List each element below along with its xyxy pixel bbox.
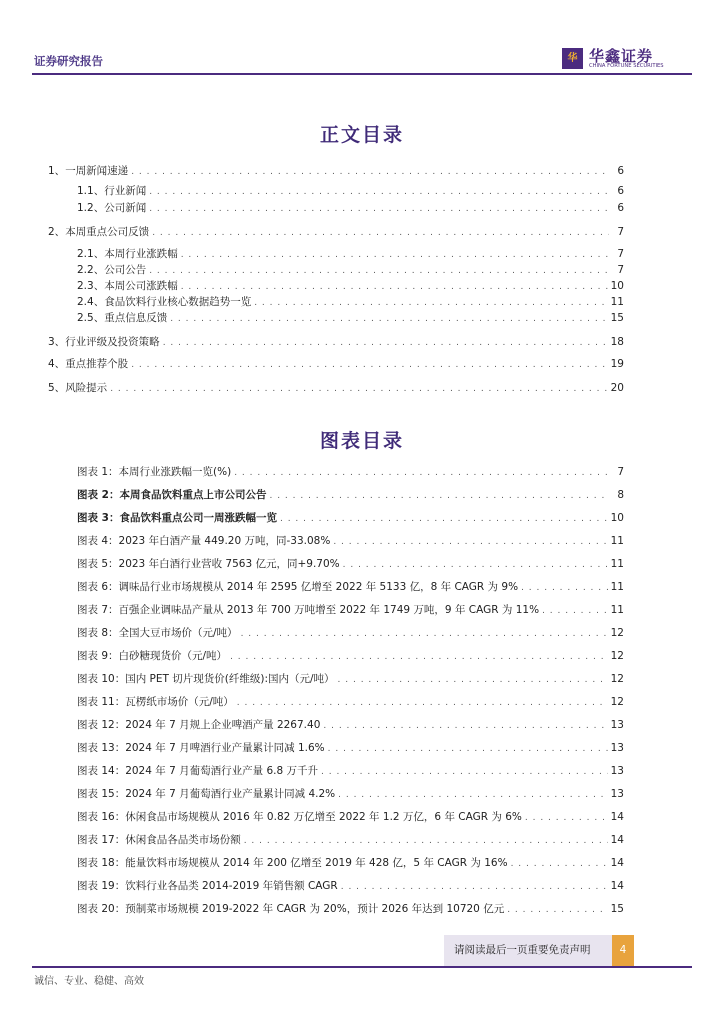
figure-item-page: 14 xyxy=(610,811,624,823)
footer-motto: 诚信、专业、稳健、高效 xyxy=(34,976,144,987)
toc-item-page: 6 xyxy=(617,185,624,197)
figure-item-text: 图表 13：2024 年 7 月啤酒行业产量累计同减 1.6% xyxy=(77,742,325,754)
dot-leader xyxy=(269,491,609,501)
figure-item[interactable] xyxy=(77,533,624,548)
figure-item-text: 图表 6：调味品行业市场规模从 2014 年 2595 亿增至 2022 年 5133 亿，8 年 CAGR 为 9% xyxy=(77,581,519,593)
footer-divider xyxy=(32,966,692,968)
toc-item-number: 2.3、 xyxy=(77,280,105,292)
dot-leader xyxy=(237,698,608,708)
dot-leader xyxy=(163,338,608,348)
dot-leader xyxy=(321,767,608,777)
report-type-label: 证券研究报告 xyxy=(34,54,103,68)
toc-item-text: 重点信息反馈 xyxy=(104,312,168,324)
dot-leader xyxy=(131,360,607,370)
figure-item-page: 7 xyxy=(617,466,624,478)
page-number: 4 xyxy=(612,935,634,966)
dot-leader xyxy=(110,384,607,394)
logo-mark-icon: 华 xyxy=(562,48,583,69)
toc-item-text: 本周行业涨跌幅 xyxy=(104,248,178,260)
figure-item-page: 12 xyxy=(610,627,624,639)
figure-item-page: 13 xyxy=(610,765,624,777)
toc-item-number: 5、 xyxy=(48,382,66,394)
figure-item[interactable] xyxy=(77,855,624,870)
toc-item-page: 6 xyxy=(617,202,624,214)
figure-item-page: 14 xyxy=(610,857,624,869)
toc-item-text: 重点推荐个股 xyxy=(65,358,129,370)
dot-leader xyxy=(149,266,609,276)
toc-item-number: 4、 xyxy=(48,358,66,370)
figure-item[interactable] xyxy=(77,809,624,824)
toc-item-text: 本周公司涨跌幅 xyxy=(104,280,178,292)
dot-leader xyxy=(181,250,609,260)
figure-item-text: 图表 8：全国大豆市场价（元/吨） xyxy=(77,627,238,639)
toc-item[interactable] xyxy=(48,356,624,371)
dot-leader xyxy=(254,298,607,308)
figure-item-text: 图表 18：能量饮料市场规模从 2014 年 200 亿增至 2019 年 428 亿，5 年 CAGR 为 16% xyxy=(77,857,508,869)
figure-item-text: 图表 7：百强企业调味品产量从 2013 年 700 万吨增至 2022 年 1749 万吨，9 年 CAGR 为 11% xyxy=(77,604,540,616)
dot-leader xyxy=(328,744,608,754)
figure-item-page: 8 xyxy=(617,489,624,501)
figure-item-page: 15 xyxy=(610,903,624,915)
figure-item-page: 12 xyxy=(610,650,624,662)
figure-item-text: 图表 3：食品饮料重点公司一周涨跌幅一览 xyxy=(77,512,277,524)
toc-item-text: 本周重点公司反馈 xyxy=(65,226,150,238)
toc-item-page: 18 xyxy=(610,336,624,348)
figure-item[interactable] xyxy=(77,648,624,663)
toc-item[interactable] xyxy=(77,294,624,309)
figure-item-page: 11 xyxy=(610,535,624,547)
dot-leader xyxy=(343,560,608,570)
figures-title: 图表目录 xyxy=(319,430,404,452)
figure-item[interactable] xyxy=(77,717,624,732)
dot-leader xyxy=(511,859,608,869)
figure-item-page: 13 xyxy=(610,788,624,800)
figure-item[interactable] xyxy=(77,878,624,893)
toc-item-number: 1、 xyxy=(48,165,66,177)
toc-item[interactable] xyxy=(77,183,624,198)
toc-item-number: 3、 xyxy=(48,336,66,348)
dot-leader xyxy=(507,905,607,915)
figure-item[interactable] xyxy=(77,464,624,479)
toc-item-number: 2.1、 xyxy=(77,248,105,260)
dot-leader xyxy=(131,167,609,177)
dot-leader xyxy=(149,204,609,214)
toc-item-text: 一周新闻速递 xyxy=(65,165,129,177)
figure-item[interactable] xyxy=(77,901,624,916)
dot-leader xyxy=(230,652,608,662)
toc-item-number: 1.2、 xyxy=(77,202,105,214)
toc-item[interactable] xyxy=(48,380,624,395)
toc-item-page: 7 xyxy=(617,248,624,260)
figure-item-text: 图表 17：休闲食品各品类市场份额 xyxy=(77,834,241,846)
dot-leader xyxy=(338,790,607,800)
figure-item-page: 11 xyxy=(610,558,624,570)
header-divider xyxy=(32,73,692,75)
figure-item[interactable] xyxy=(77,832,624,847)
figure-item-text: 图表 5：2023 年白酒行业营收 7563 亿元，同+9.70% xyxy=(77,558,340,570)
figure-item[interactable] xyxy=(77,671,624,686)
dot-leader xyxy=(323,721,607,731)
toc-item-text: 公司新闻 xyxy=(104,202,147,214)
figure-item-text: 图表 1：本周行业涨跌幅一览(%) xyxy=(77,466,232,478)
figure-item[interactable] xyxy=(77,579,624,594)
figure-item-text: 图表 11：瓦楞纸市场价（元/吨） xyxy=(77,696,234,708)
figure-item[interactable] xyxy=(77,625,624,640)
figure-item-page: 13 xyxy=(610,742,624,754)
figure-item-page: 11 xyxy=(610,604,624,616)
toc-item-page: 19 xyxy=(610,358,624,370)
figure-item-text: 图表 2：本周食品饮料重点上市公司公告 xyxy=(77,489,267,501)
dot-leader xyxy=(521,583,608,593)
dot-leader xyxy=(149,187,609,197)
dot-leader xyxy=(234,468,609,478)
disclaimer-notice: 请阅读最后一页重要免责声明 xyxy=(444,935,612,966)
figure-item-text: 图表 16：休闲食品市场规模从 2016 年 0.82 万亿增至 2022 年 1.2 万亿，6 年 CAGR 为 6% xyxy=(77,811,522,823)
figure-item-text: 图表 10：国内 PET 切片现货价(纤维级):国内（元/吨） xyxy=(77,673,335,685)
figure-item-text: 图表 15：2024 年 7 月葡萄酒行业产量累计同减 4.2% xyxy=(77,788,336,800)
figure-item-text: 图表 19：饮料行业各品类 2014-2019 年销售额 CAGR xyxy=(77,880,338,892)
logo-chinese-name: 华鑫证券 xyxy=(589,47,654,65)
dot-leader xyxy=(333,537,607,547)
figure-item[interactable] xyxy=(77,786,624,801)
dot-leader xyxy=(280,514,608,524)
company-logo xyxy=(562,46,682,72)
figure-item-page: 14 xyxy=(610,834,624,846)
figure-item-page: 10 xyxy=(610,512,624,524)
toc-item-number: 2.5、 xyxy=(77,312,105,324)
toc-item[interactable] xyxy=(48,163,624,178)
dot-leader xyxy=(244,836,608,846)
dot-leader xyxy=(152,228,609,238)
figure-item-page: 14 xyxy=(610,880,624,892)
toc-item-page: 6 xyxy=(617,165,624,177)
toc-item-text: 行业新闻 xyxy=(104,185,147,197)
toc-item-number: 1.1、 xyxy=(77,185,105,197)
toc-item-page: 15 xyxy=(610,312,624,324)
dot-leader xyxy=(241,629,608,639)
figure-item[interactable] xyxy=(77,487,624,502)
dot-leader xyxy=(170,314,607,324)
toc-item-text: 行业评级及投资策略 xyxy=(65,336,160,348)
figure-item[interactable] xyxy=(77,602,624,617)
toc-item-page: 11 xyxy=(610,296,624,308)
figure-item-text: 图表 9：白砂糖现货价（元/吨） xyxy=(77,650,228,662)
toc-item-number: 2.4、 xyxy=(77,296,105,308)
figure-item-page: 12 xyxy=(610,696,624,708)
toc-item-page: 7 xyxy=(617,226,624,238)
figure-item-text: 图表 20：预制菜市场规模 2019-2022 年 CAGR 为 20%，预计 2026 年达到 10720 亿元 xyxy=(77,903,505,915)
figure-item[interactable] xyxy=(77,740,624,755)
toc-item[interactable] xyxy=(77,262,624,277)
figure-item-page: 12 xyxy=(610,673,624,685)
figure-item[interactable] xyxy=(77,510,624,525)
dot-leader xyxy=(525,813,608,823)
dot-leader xyxy=(542,606,608,616)
toc-item[interactable] xyxy=(48,224,624,239)
logo-english-name: CHINA FORTUNE SECURITIES xyxy=(589,63,664,69)
toc-item-text: 公司公告 xyxy=(104,264,147,276)
figure-item-page: 13 xyxy=(610,719,624,731)
figure-item-page: 11 xyxy=(610,581,624,593)
toc-item-number: 2.2、 xyxy=(77,264,105,276)
toc-item-text: 食品饮料行业核心数据趋势一览 xyxy=(104,296,252,308)
toc-item[interactable] xyxy=(77,278,624,293)
toc-item[interactable] xyxy=(48,334,624,349)
figure-item-text: 图表 14：2024 年 7 月葡萄酒行业产量 6.8 万千升 xyxy=(77,765,318,777)
toc-item-number: 2、 xyxy=(48,226,66,238)
dot-leader xyxy=(338,675,608,685)
dot-leader xyxy=(181,282,608,292)
figure-item-text: 图表 4：2023 年白酒产量 449.20 万吨，同-33.08% xyxy=(77,535,331,547)
figure-item-text: 图表 12：2024 年 7 月规上企业啤酒产量 2267.40 xyxy=(77,719,321,731)
dot-leader xyxy=(341,882,608,892)
toc-item[interactable] xyxy=(77,200,624,215)
toc-item-page: 7 xyxy=(617,264,624,276)
figure-item[interactable] xyxy=(77,763,624,778)
toc-item[interactable] xyxy=(77,246,624,261)
toc-item-page: 20 xyxy=(610,382,624,394)
toc-item-text: 风险提示 xyxy=(65,382,108,394)
figure-item[interactable] xyxy=(77,556,624,571)
toc-item[interactable] xyxy=(77,310,624,325)
toc-title: 正文目录 xyxy=(319,124,404,146)
toc-item-page: 10 xyxy=(610,280,624,292)
figure-item[interactable] xyxy=(77,694,624,709)
